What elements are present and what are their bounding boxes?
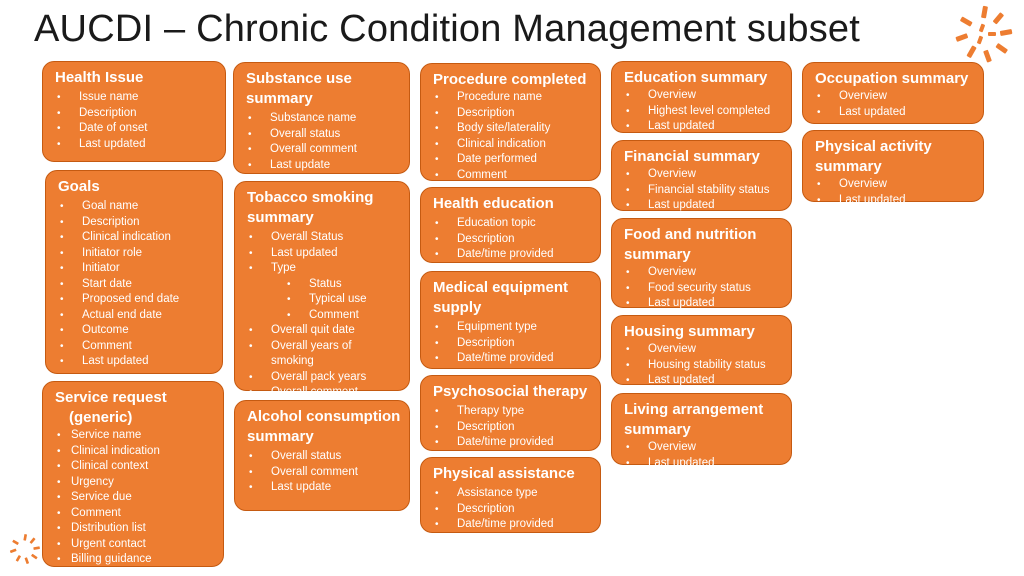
list-item: • Procedure name [433,90,590,106]
list-item: • Overview [815,89,973,105]
list-item: • Outcome [58,323,212,339]
list-item: • Initiator [58,261,212,277]
list-item: • Date/time provided [433,351,590,367]
item-list [815,89,973,120]
list-item: • Last updated [58,354,212,370]
list-item: • Last updated [624,119,781,135]
item-list [433,486,590,533]
list-item: • Clinical context [55,459,213,475]
card-title: Substance use summary [246,70,352,107]
list-item: • Description [433,502,590,518]
item-list [55,428,213,568]
card-title: Living arrangement summary [624,401,764,438]
list-item: • Start date [58,277,212,293]
list-item: • Description [433,420,590,436]
list-item: • Last updated [55,137,215,153]
list-item: • Last updated [624,198,781,214]
list-item: • Date/time provided [433,247,590,263]
list-item: • Overall comment [247,465,399,481]
item-list [624,342,781,389]
card-title: Occupation summary [815,70,969,87]
list-item: • Overall comment [246,142,399,158]
list-item: • Last updated [815,105,973,121]
health-education-card [420,187,601,263]
sub-list-item: • Status [247,277,399,293]
list-item: • Overview [624,88,781,104]
living-arrangement-card [611,393,792,469]
list-item: • Substance name [246,111,399,127]
list-item: • Last update [246,158,399,174]
item-list [247,449,399,496]
list-item: • Overview [624,167,781,183]
medical-equipment-card [420,271,601,369]
list-item: • Last updated [815,193,973,209]
list-item: • Housing stability status [624,358,781,374]
item-list [433,320,590,367]
item-list [624,265,781,312]
list-item: • Description [55,106,215,122]
list-item: • Comment [55,506,213,522]
health-issue-card [42,61,226,162]
sunburst-logo-icon [952,4,1020,68]
list-item: • Overall status [247,449,399,465]
item-list [246,111,399,173]
item-list [624,88,781,135]
list-item: • Description [58,215,212,231]
card-title: Health Issue [55,69,144,86]
item-list [624,167,781,214]
list-item: • Description [433,336,590,352]
item-list [58,199,212,370]
list-item: • Overall pack years [247,370,399,386]
list-item: • Financial stability status [624,183,781,199]
card-title: Alcohol consumption summary [247,408,401,445]
list-item: • Overall quit date [247,323,399,339]
list-item: • Comment [433,168,590,184]
housing-summary-card [611,315,792,385]
list-item: • Initiator role [58,246,212,262]
goals-card [45,170,223,374]
item-list [433,404,590,451]
list-item: • Overview [815,177,973,193]
card-title: Financial summary [624,148,760,165]
list-item: • Distribution list [55,521,213,537]
item-list [815,177,973,208]
list-item: • Assistance type [433,486,590,502]
tobacco-smoking-card [234,181,410,398]
list-item: • Date of onset [55,121,215,137]
list-item: • Last update [247,480,399,496]
list-item: • Goal name [58,199,212,215]
list-item: • Comment [58,339,212,355]
list-item: • Urgency [55,475,213,491]
list-item: • Service name [55,428,213,444]
item-list [433,216,590,263]
list-item: • Education topic [433,216,590,232]
card-title: Physical activity summary [815,138,932,175]
substance-use-card [233,62,410,174]
item-list [624,440,781,471]
list-item: • Clinical indication [433,137,590,153]
card-title: Education summary [624,69,768,86]
list-item: • Last updated [624,456,781,472]
card-title: Physical assistance [433,465,575,482]
list-item: • Highest level completed [624,104,781,120]
list-item: • Overall status [246,127,399,143]
list-item: • Date/time provided [433,517,590,533]
financial-summary-card [611,140,792,211]
list-item: • Description [433,232,590,248]
physical-activity-card [802,130,984,206]
list-item: • Overall comment [247,385,399,401]
item-list [433,90,590,183]
list-item: • Description [433,106,590,122]
item-list [247,323,399,401]
card-title: Tobacco smoking summary [247,189,374,226]
list-item: • Overview [624,440,781,456]
sub-list-item: • Typical use [247,292,399,308]
physical-assistance-card [420,457,601,533]
item-list [247,230,399,277]
slide-title: AUCDI – Chronic Condition Management subset [34,8,861,50]
sub-list-item: • Comment [247,308,399,324]
list-item: • Last updated [624,296,781,312]
occupation-summary-card [802,62,984,124]
list-item: • Last updated [247,246,399,262]
education-summary-card [611,61,792,133]
card-title: Food and nutrition summary [624,226,757,263]
list-item: • Equipment type [433,320,590,336]
psychosocial-therapy-card [420,375,601,451]
sunburst-logo-icon [8,532,44,568]
card-title: Procedure completed [433,71,587,88]
list-item: • Overall Status [247,230,399,246]
card-title: Service request [55,389,167,406]
service-request-card [42,381,224,567]
list-item: • Service due [55,490,213,506]
alcohol-consumption-card [234,400,410,511]
list-item: • Type [247,261,399,277]
food-nutrition-card [611,218,792,308]
list-item: • Overview [624,265,781,281]
card-title: Goals [58,178,100,195]
list-item: • Food security status [624,281,781,297]
list-item: • Therapy type [433,404,590,420]
sub-item-list [247,277,399,324]
card-title: Housing summary [624,323,755,340]
list-item: • Actual end date [58,308,212,324]
card-subtitle: (generic) [69,409,133,426]
list-item: • Clinical indication [58,230,212,246]
list-item: • Billing guidance [55,552,213,568]
list-item: • Urgent contact [55,537,213,553]
procedure-completed-card [420,63,601,181]
list-item-continuation: smoking [271,355,314,367]
list-item: • Overall years of [247,339,399,355]
list-item: • Overview [624,342,781,358]
list-item: • Date/time provided [433,435,590,451]
list-item: • Date performed [433,152,590,168]
list-item: • Last updated [624,373,781,389]
card-title: Health education [433,195,554,212]
card-title: Psychosocial therapy [433,383,588,400]
list-item: • Proposed end date [58,292,212,308]
card-title: Medical equipment supply [433,279,569,316]
item-list [55,90,215,152]
list-item: • Issue name [55,90,215,106]
list-item: • Body site/laterality [433,121,590,137]
list-item: • Clinical indication [55,444,213,460]
